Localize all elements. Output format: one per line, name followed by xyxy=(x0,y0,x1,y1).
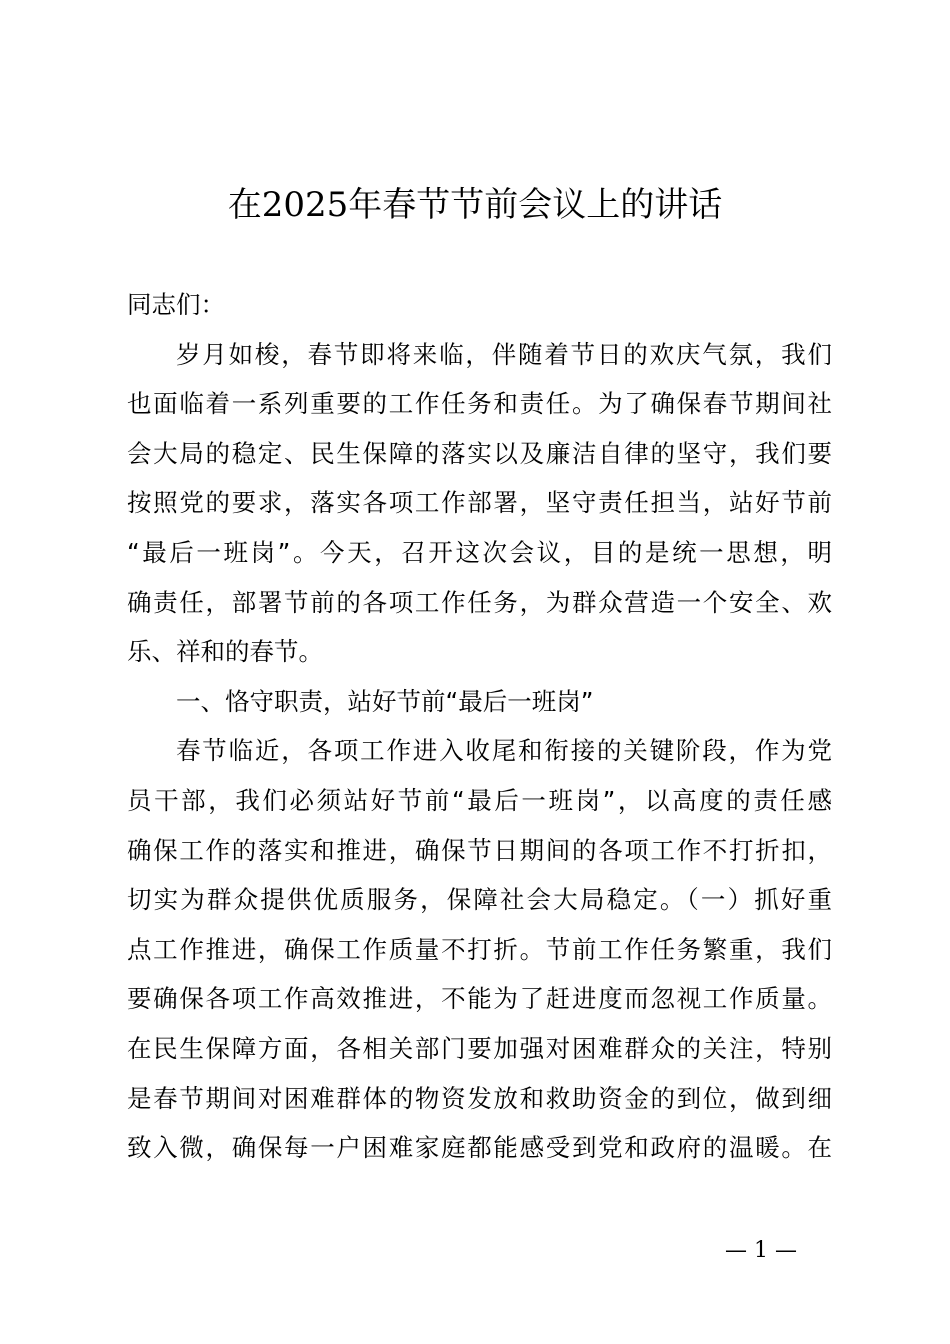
text-line: 切实为群众提供优质服务，保障社会大局稳定。（一）抓好重 xyxy=(127,885,832,915)
text-line: 点工作推进，确保工作质量不打折。节前工作任务繁重，我们 xyxy=(127,934,832,964)
text-line: 按照党的要求，落实各项工作部署，坚守责任担当，站好节前 xyxy=(127,488,832,518)
text-line: 岁月如梭，春节即将来临，伴随着节日的欢庆气氛，我们 xyxy=(176,339,832,369)
document-body xyxy=(127,280,832,1173)
text-line: 同志们： xyxy=(127,290,225,319)
text-line: 也面临着一系列重要的工作任务和责任。为了确保春节期间社 xyxy=(127,389,832,419)
text-line: 在民生保障方面，各相关部门要加强对困难群众的关注，特别 xyxy=(127,1033,832,1063)
text-line: “最后一班岗”。今天，召开这次会议，目的是统一思想，明 xyxy=(127,537,832,567)
text-line: 乐、祥和的春节。 xyxy=(127,637,323,667)
text-line: 一、恪守职责，站好节前“最后一班岗” xyxy=(176,686,594,716)
text-line: 确责任，部署节前的各项工作任务，为群众营造一个安全、欢 xyxy=(127,587,832,617)
text-line: 是春节期间对困难群体的物资发放和救助资金的到位，做到细 xyxy=(127,1083,832,1113)
text-line: 确保工作的落实和推进，确保节日期间的各项工作不打折扣， xyxy=(127,835,832,865)
text-line: 员干部，我们必须站好节前“最后一班岗”，以高度的责任感 xyxy=(127,785,832,815)
text-line: 春节临近，各项工作进入收尾和衔接的关键阶段，作为党 xyxy=(176,736,832,766)
document-title: 在2025年春节节前会议上的讲话 xyxy=(227,185,723,225)
page-number: — 1 — xyxy=(725,1238,797,1263)
text-line: 会大局的稳定、民生保障的落实以及廉洁自律的坚守，我们要 xyxy=(127,438,832,468)
text-line: 要确保各项工作高效推进，不能为了赶进度而忽视工作质量。 xyxy=(127,984,832,1014)
text-line: 致入微，确保每一户困难家庭都能感受到党和政府的温暖。在 xyxy=(127,1133,832,1163)
